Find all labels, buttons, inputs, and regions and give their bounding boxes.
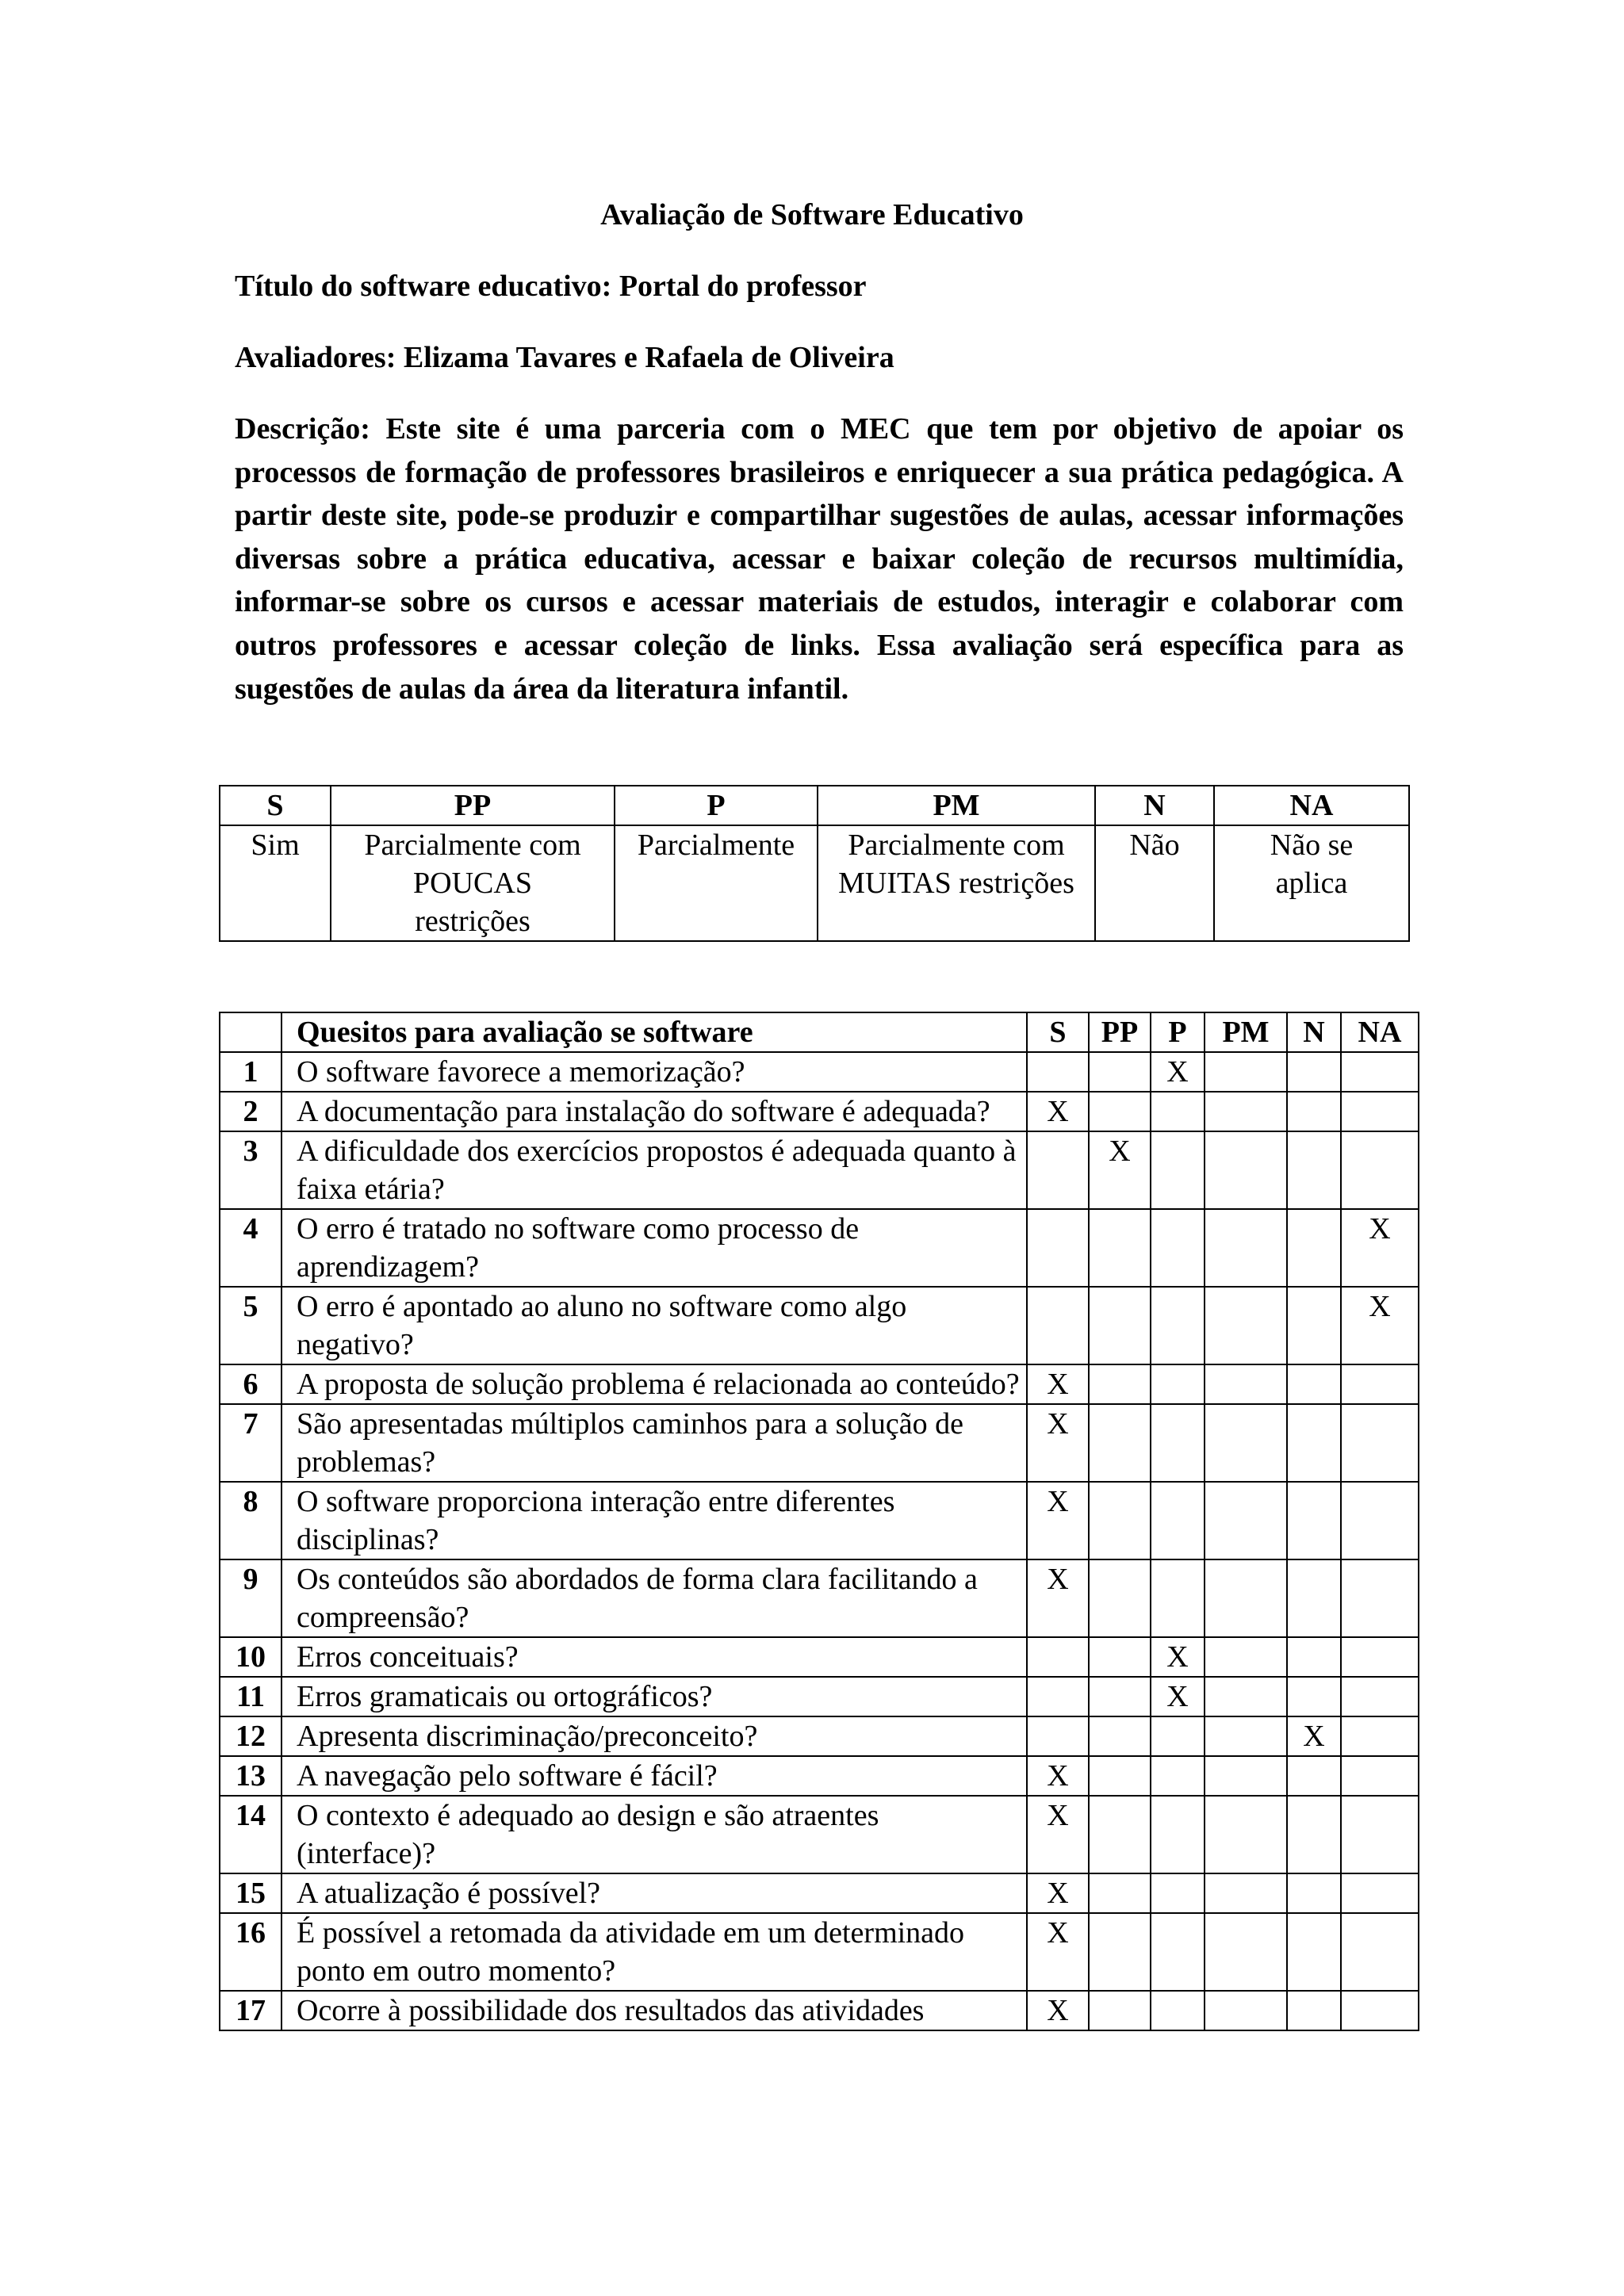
- mark-cell-pm: [1205, 1637, 1287, 1677]
- mark-cell-n: [1287, 1756, 1341, 1796]
- mark-cell-s: X: [1027, 1756, 1089, 1796]
- mark-cell-p: [1151, 1559, 1205, 1637]
- document-title: Avaliação de Software Educativo: [600, 198, 1024, 232]
- row-question: A documentação para instalação do software é adequada?: [282, 1092, 1027, 1131]
- mark-cell-pm: [1205, 1287, 1287, 1364]
- mark-cell-s: X: [1027, 1913, 1089, 1991]
- criteria-header: Quesitos para avaliação se software: [282, 1012, 1027, 1052]
- row-question: Ocorre à possibilidade dos resultados das atividades: [282, 1991, 1027, 2030]
- mark-cell-n: [1287, 1209, 1341, 1287]
- legend-meaning: Parcialmente com MUITAS restrições: [818, 825, 1095, 941]
- mark-cell-na: [1341, 1482, 1419, 1559]
- table-row: [220, 1677, 1419, 1716]
- mark-cell-pm: [1205, 1052, 1287, 1092]
- mark-cell-pp: [1089, 1716, 1151, 1756]
- legend-meaning: Sim: [220, 825, 331, 941]
- table-row: [220, 1364, 1419, 1404]
- row-question: A atualização é possível?: [282, 1873, 1027, 1913]
- mark-cell-s: X: [1027, 1092, 1089, 1131]
- mark-cell-p: [1151, 1092, 1205, 1131]
- software-title: Título do software educativo: Portal do professor: [235, 270, 867, 303]
- row-number: 10: [220, 1637, 282, 1677]
- legend-code: PP: [331, 786, 615, 825]
- row-number: 1: [220, 1052, 282, 1092]
- table-row: [220, 1991, 1419, 2030]
- row-number: 3: [220, 1131, 282, 1209]
- mark-cell-n: [1287, 1796, 1341, 1873]
- evaluators: Avaliadores: Elizama Tavares e Rafaela de Oliveira: [235, 341, 894, 374]
- mark-cell-p: [1151, 1873, 1205, 1913]
- mark-cell-pm: [1205, 1716, 1287, 1756]
- row-number: 12: [220, 1716, 282, 1756]
- mark-cell-pm: [1205, 1131, 1287, 1209]
- legend-header-row: [220, 786, 1409, 825]
- mark-cell-pm: [1205, 1482, 1287, 1559]
- mark-cell-s: X: [1027, 1559, 1089, 1637]
- row-number: 9: [220, 1559, 282, 1637]
- column-header-n: N: [1287, 1012, 1341, 1052]
- legend-meaning-row: [220, 825, 1409, 941]
- mark-cell-na: [1341, 1991, 1419, 2030]
- mark-cell-p: [1151, 1131, 1205, 1209]
- mark-cell-s: X: [1027, 1873, 1089, 1913]
- mark-cell-pp: [1089, 1482, 1151, 1559]
- row-question: O erro é tratado no software como processo de aprendizagem?: [282, 1209, 1027, 1287]
- mark-cell-pp: [1089, 1756, 1151, 1796]
- mark-cell-s: X: [1027, 1991, 1089, 2030]
- mark-cell-pm: [1205, 1913, 1287, 1991]
- mark-cell-n: [1287, 1404, 1341, 1482]
- table-row: [220, 1287, 1419, 1364]
- mark-cell-p: [1151, 1287, 1205, 1364]
- criteria-table: [219, 1012, 1419, 2031]
- mark-cell-n: [1287, 1482, 1341, 1559]
- row-question: A navegação pelo software é fácil?: [282, 1756, 1027, 1796]
- mark-cell-s: [1027, 1677, 1089, 1716]
- mark-cell-n: [1287, 1637, 1341, 1677]
- description: Descrição: Este site é uma parceria com o MEC que tem por objetivo de apoiar os processos de formação de professores brasileiros e enriquecer a sua prática pedagógica. A partir deste site, pode-se produzir e compartilhar sugestões de aulas, acessar informações diversas sobre a prática educativa, acessar e baixar coleção de recursos multimídia, informar-se sobre os cursos e acessar materiais de estudos, interagir e colaborar com outros professores e acessar coleção de links. Essa avaliação será específica para as sugestões de aulas da área da literatura infantil.: [235, 412, 1404, 706]
- row-number: 2: [220, 1092, 282, 1131]
- mark-cell-pm: [1205, 1559, 1287, 1637]
- row-number: 14: [220, 1796, 282, 1873]
- table-row: [220, 1482, 1419, 1559]
- mark-cell-pm: [1205, 1209, 1287, 1287]
- mark-cell-pp: [1089, 1637, 1151, 1677]
- table-row: [220, 1716, 1419, 1756]
- mark-cell-pm: [1205, 1092, 1287, 1131]
- mark-cell-n: [1287, 1991, 1341, 2030]
- row-number: 13: [220, 1756, 282, 1796]
- legend-table: [219, 785, 1410, 942]
- mark-cell-pm: [1205, 1991, 1287, 2030]
- mark-cell-pm: [1205, 1796, 1287, 1873]
- row-question: Erros gramaticais ou ortográficos?: [282, 1677, 1027, 1716]
- column-header-na: NA: [1341, 1012, 1419, 1052]
- legend-meaning: Não: [1095, 825, 1214, 941]
- legend-code: PM: [818, 786, 1095, 825]
- row-question: O contexto é adequado ao design e são atraentes (interface)?: [282, 1796, 1027, 1873]
- row-number: 5: [220, 1287, 282, 1364]
- mark-cell-pp: [1089, 1796, 1151, 1873]
- mark-cell-na: [1341, 1756, 1419, 1796]
- legend-meaning: Parcialmente com POUCAS restrições: [331, 825, 615, 941]
- column-header-pm: PM: [1205, 1012, 1287, 1052]
- legend-meaning: Não se aplica: [1214, 825, 1409, 941]
- row-number: 7: [220, 1404, 282, 1482]
- table-row: [220, 1637, 1419, 1677]
- row-number: 15: [220, 1873, 282, 1913]
- mark-cell-s: [1027, 1209, 1089, 1287]
- mark-cell-n: [1287, 1131, 1341, 1209]
- table-row: [220, 1052, 1419, 1092]
- mark-cell-na: [1341, 1364, 1419, 1404]
- row-number: 8: [220, 1482, 282, 1559]
- mark-cell-pp: [1089, 1404, 1151, 1482]
- table-row: [220, 1756, 1419, 1796]
- row-question: Apresenta discriminação/preconceito?: [282, 1716, 1027, 1756]
- mark-cell-p: [1151, 1482, 1205, 1559]
- row-number: 11: [220, 1677, 282, 1716]
- mark-cell-na: [1341, 1716, 1419, 1756]
- legend-code: N: [1095, 786, 1214, 825]
- mark-cell-na: [1341, 1404, 1419, 1482]
- mark-cell-p: X: [1151, 1637, 1205, 1677]
- mark-cell-pm: [1205, 1364, 1287, 1404]
- table-row: [220, 1873, 1419, 1913]
- mark-cell-na: [1341, 1796, 1419, 1873]
- mark-cell-na: [1341, 1677, 1419, 1716]
- table-row: [220, 1796, 1419, 1873]
- mark-cell-n: [1287, 1364, 1341, 1404]
- mark-cell-p: [1151, 1209, 1205, 1287]
- legend-code: NA: [1214, 786, 1409, 825]
- legend-code: S: [220, 786, 331, 825]
- mark-cell-na: [1341, 1052, 1419, 1092]
- mark-cell-s: [1027, 1287, 1089, 1364]
- mark-cell-pp: [1089, 1991, 1151, 2030]
- mark-cell-pm: [1205, 1677, 1287, 1716]
- mark-cell-pp: [1089, 1052, 1151, 1092]
- mark-cell-p: [1151, 1756, 1205, 1796]
- table-row: [220, 1404, 1419, 1482]
- mark-cell-s: X: [1027, 1364, 1089, 1404]
- mark-cell-na: [1341, 1559, 1419, 1637]
- mark-cell-pp: [1089, 1209, 1151, 1287]
- mark-cell-na: [1341, 1913, 1419, 1991]
- row-question: O software favorece a memorização?: [282, 1052, 1027, 1092]
- mark-cell-pp: [1089, 1287, 1151, 1364]
- row-question: O software proporciona interação entre diferentes disciplinas?: [282, 1482, 1027, 1559]
- row-number: 17: [220, 1991, 282, 2030]
- criteria-body: [220, 1052, 1419, 2030]
- mark-cell-p: [1151, 1404, 1205, 1482]
- row-question: Os conteúdos são abordados de forma clara facilitando a compreensão?: [282, 1559, 1027, 1637]
- mark-cell-p: [1151, 1364, 1205, 1404]
- mark-cell-n: [1287, 1287, 1341, 1364]
- row-number: 6: [220, 1364, 282, 1404]
- mark-cell-p: [1151, 1913, 1205, 1991]
- mark-cell-p: X: [1151, 1052, 1205, 1092]
- mark-cell-n: [1287, 1559, 1341, 1637]
- table-row: [220, 1131, 1419, 1209]
- legend-code: P: [615, 786, 818, 825]
- table-row: [220, 1092, 1419, 1131]
- mark-cell-n: [1287, 1677, 1341, 1716]
- mark-cell-p: [1151, 1796, 1205, 1873]
- mark-cell-s: [1027, 1716, 1089, 1756]
- mark-cell-s: [1027, 1637, 1089, 1677]
- mark-cell-s: [1027, 1052, 1089, 1092]
- mark-cell-pp: X: [1089, 1131, 1151, 1209]
- mark-cell-na: [1341, 1637, 1419, 1677]
- mark-cell-pp: [1089, 1913, 1151, 1991]
- row-question: A dificuldade dos exercícios propostos é adequada quanto à faixa etária?: [282, 1131, 1027, 1209]
- mark-cell-pp: [1089, 1364, 1151, 1404]
- row-question: Erros conceituais?: [282, 1637, 1027, 1677]
- mark-cell-na: X: [1341, 1209, 1419, 1287]
- mark-cell-pm: [1205, 1756, 1287, 1796]
- row-question: É possível a retomada da atividade em um determinado ponto em outro momento?: [282, 1913, 1027, 1991]
- mark-cell-pm: [1205, 1873, 1287, 1913]
- column-header-pp: PP: [1089, 1012, 1151, 1052]
- mark-cell-na: [1341, 1092, 1419, 1131]
- mark-cell-s: X: [1027, 1404, 1089, 1482]
- mark-cell-pm: [1205, 1404, 1287, 1482]
- mark-cell-n: [1287, 1873, 1341, 1913]
- criteria-header-row: [220, 1012, 1419, 1052]
- mark-cell-s: [1027, 1131, 1089, 1209]
- number-header: [220, 1012, 282, 1052]
- mark-cell-s: X: [1027, 1796, 1089, 1873]
- mark-cell-na: X: [1341, 1287, 1419, 1364]
- mark-cell-na: [1341, 1873, 1419, 1913]
- row-number: 4: [220, 1209, 282, 1287]
- mark-cell-s: X: [1027, 1482, 1089, 1559]
- mark-cell-n: [1287, 1052, 1341, 1092]
- mark-cell-na: [1341, 1131, 1419, 1209]
- mark-cell-pp: [1089, 1677, 1151, 1716]
- mark-cell-p: [1151, 1991, 1205, 2030]
- row-question: O erro é apontado ao aluno no software como algo negativo?: [282, 1287, 1027, 1364]
- mark-cell-p: X: [1151, 1677, 1205, 1716]
- column-header-s: S: [1027, 1012, 1089, 1052]
- mark-cell-pp: [1089, 1092, 1151, 1131]
- table-row: [220, 1913, 1419, 1991]
- mark-cell-pp: [1089, 1873, 1151, 1913]
- table-row: [220, 1559, 1419, 1637]
- legend-meaning: Parcialmente: [615, 825, 818, 941]
- mark-cell-n: [1287, 1092, 1341, 1131]
- mark-cell-p: [1151, 1716, 1205, 1756]
- table-row: [220, 1209, 1419, 1287]
- mark-cell-n: X: [1287, 1716, 1341, 1756]
- row-question: São apresentadas múltiplos caminhos para a solução de problemas?: [282, 1404, 1027, 1482]
- mark-cell-pp: [1089, 1559, 1151, 1637]
- row-number: 16: [220, 1913, 282, 1991]
- mark-cell-n: [1287, 1913, 1341, 1991]
- column-header-p: P: [1151, 1012, 1205, 1052]
- row-question: A proposta de solução problema é relacionada ao conteúdo?: [282, 1364, 1027, 1404]
